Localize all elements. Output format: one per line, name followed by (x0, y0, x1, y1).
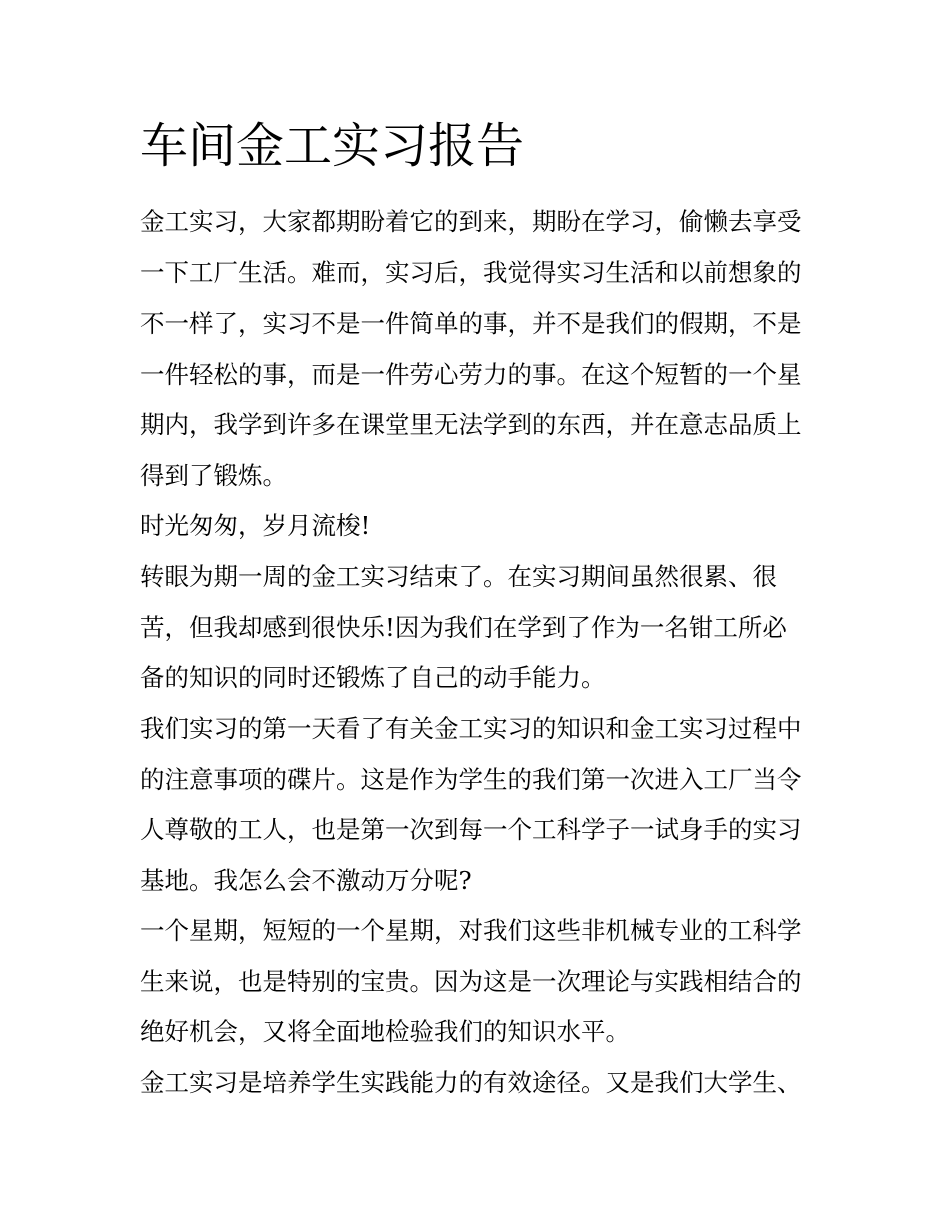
paragraph-5-line-2: 生来说，也是特别的宝贵。因为这是一次理论与实践相结合的 (140, 967, 802, 996)
paragraph-2-line-1: 时光匆匆，岁月流梭! (140, 511, 371, 540)
paragraph-3-line-2: 苦，但我却感到很快乐!因为我们在学到了作为一名钳工所必 (140, 613, 787, 642)
paragraph-5-line-3: 绝好机会，又将全面地检验我们的知识水平。 (140, 1017, 630, 1046)
document-title: 车间金工实习报告 (140, 118, 525, 174)
paragraph-4-line-2: 的注意事项的碟片。这是作为学生的我们第一次进入工厂当令 (140, 765, 802, 794)
paragraph-3-line-1: 转眼为期一周的金工实习结束了。在实习期间虽然很累、很 (140, 562, 777, 591)
paragraph-1-line-5: 期内，我学到许多在课堂里无法学到的东西，并在意志品质上 (140, 410, 802, 439)
paragraph-4-line-3: 人尊敬的工人，也是第一次到每一个工科学子一试身手的实习 (140, 815, 802, 844)
paragraph-5-line-1: 一个星期，短短的一个星期，对我们这些非机械专业的工科学 (140, 916, 802, 945)
paragraph-3-line-3: 备的知识的同时还锻炼了自己的动手能力。 (140, 663, 606, 692)
paragraph-1-line-1: 金工实习，大家都期盼着它的到来，期盼在学习，偷懒去享受 (140, 207, 802, 236)
paragraph-4-line-1: 我们实习的第一天看了有关金工实习的知识和金工实习过程中 (140, 714, 802, 743)
paragraph-6-line-1: 金工实习是培养学生实践能力的有效途径。又是我们大学生、 (140, 1068, 802, 1097)
paragraph-1-line-2: 一下工厂生活。难而，实习后，我觉得实习生活和以前想象的 (140, 258, 802, 287)
paragraph-1-line-6: 得到了锻炼。 (140, 461, 287, 490)
paragraph-1-line-4: 一件轻松的事，而是一件劳心劳力的事。在这个短暂的一个星 (140, 360, 802, 389)
paragraph-4-line-4: 基地。我怎么会不激动万分呢? (140, 866, 472, 895)
paragraph-1-line-3: 不一样了，实习不是一件简单的事，并不是我们的假期，不是 (140, 309, 802, 338)
